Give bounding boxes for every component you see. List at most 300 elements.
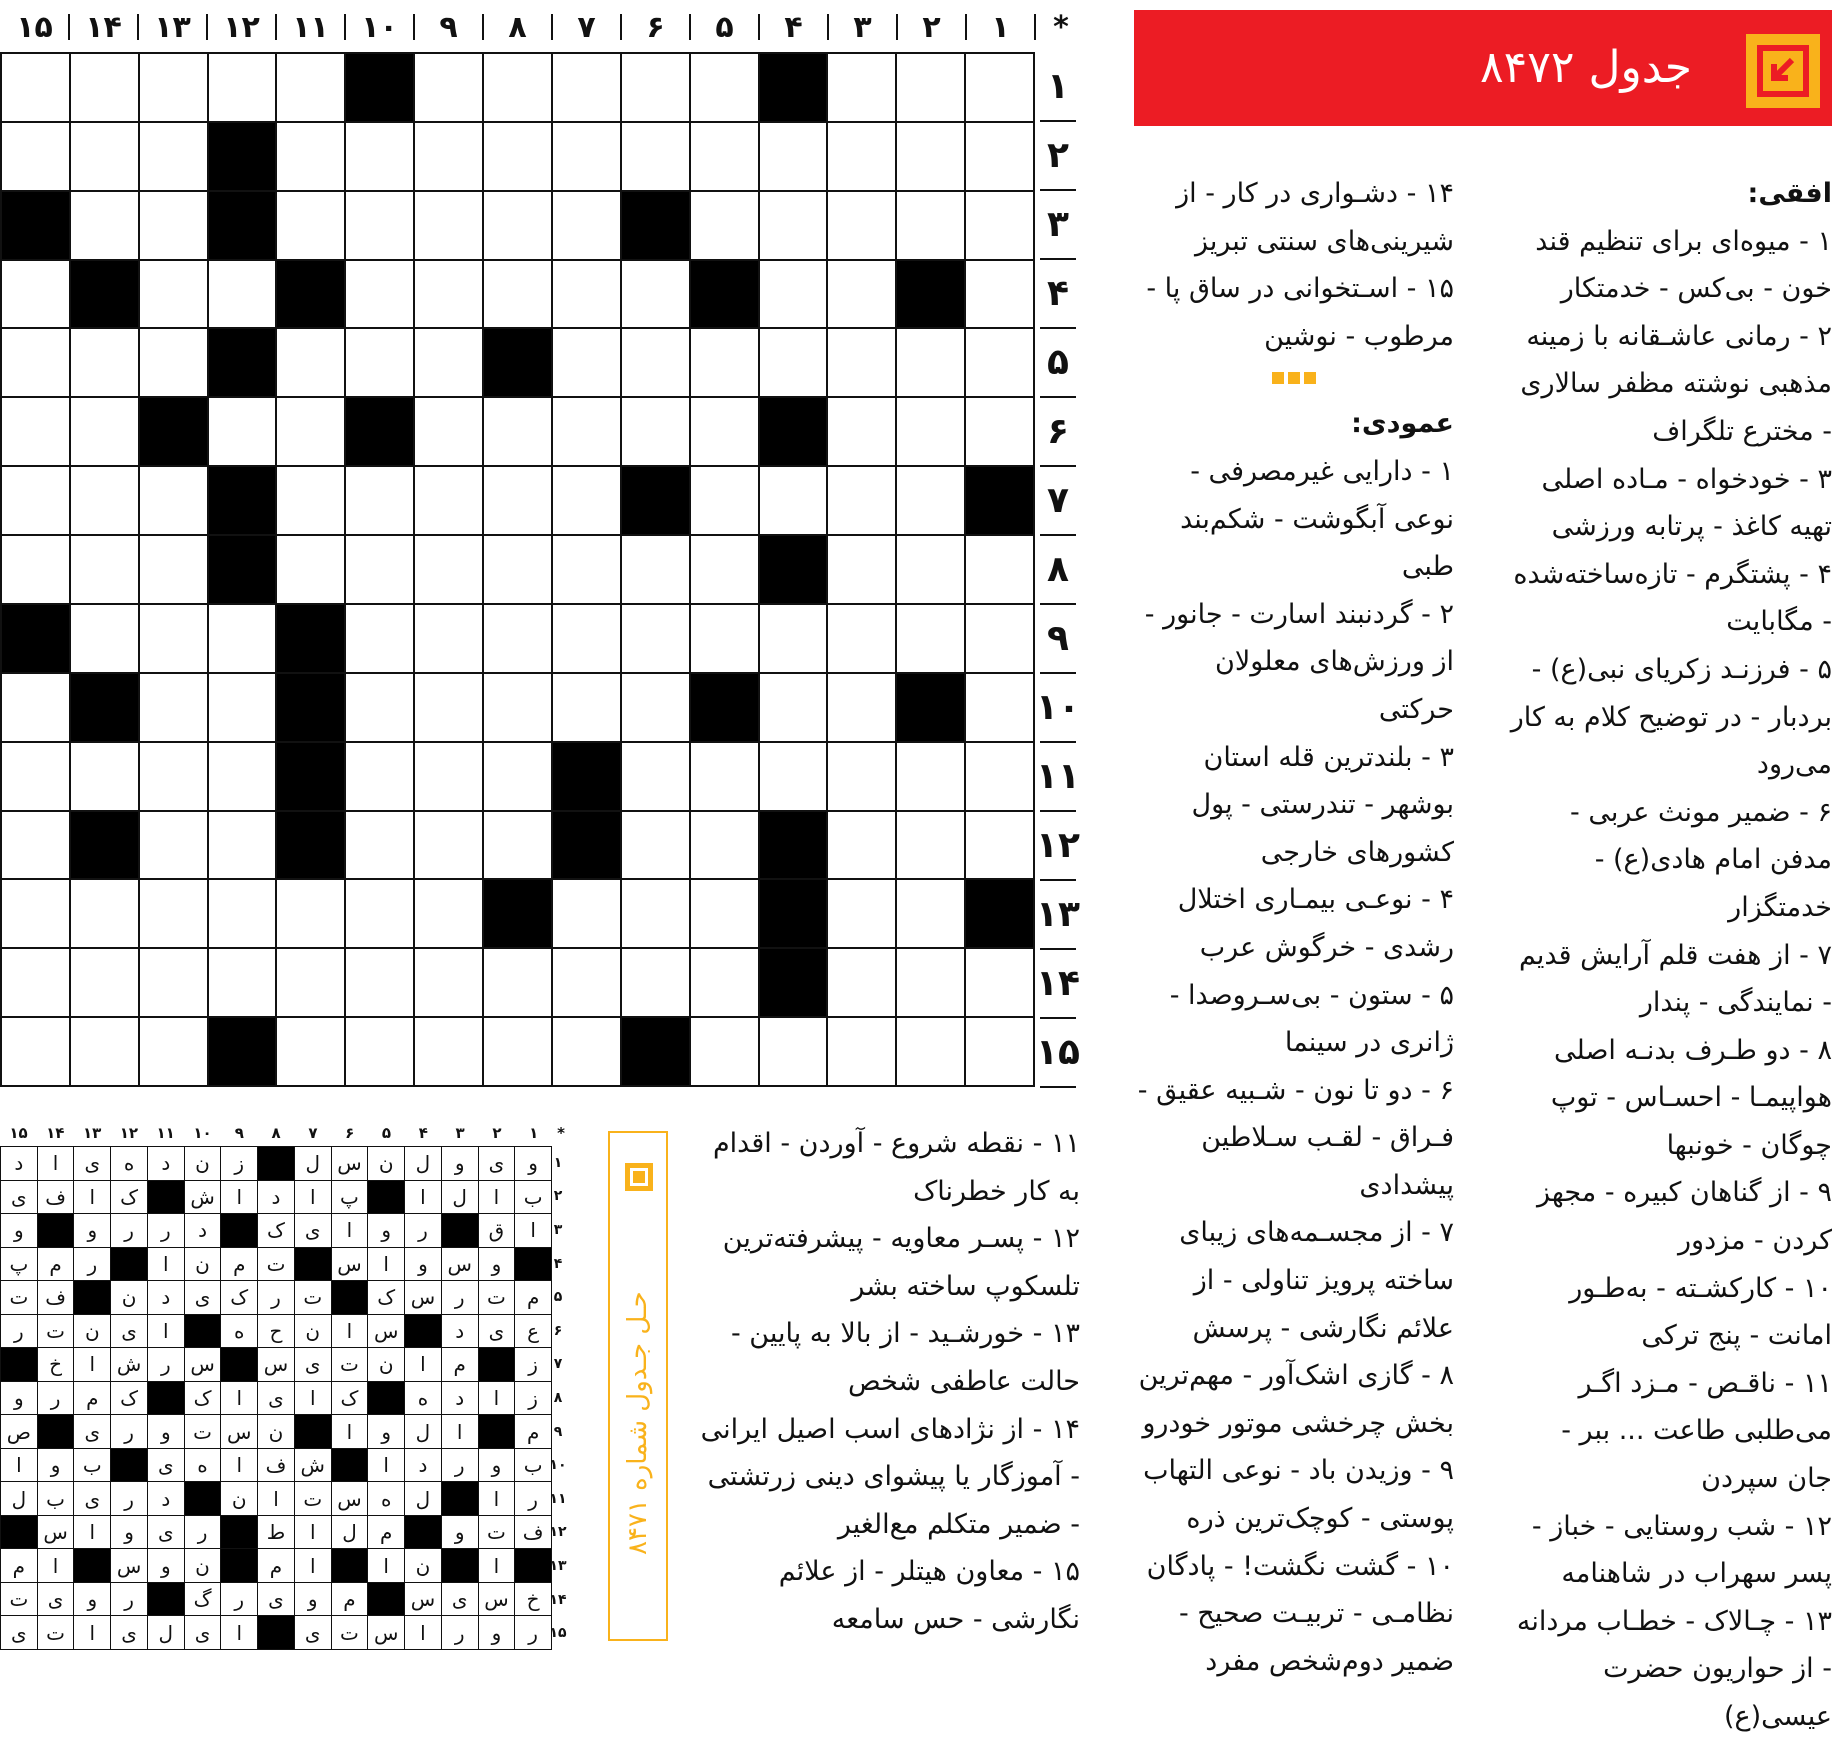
column-number: ۶ — [646, 9, 665, 45]
across-clue: ۱ - میوه‌ای برای تنظیم قند خون - بی‌کس - خدمتکار — [1535, 225, 1832, 305]
row-number: ۲ — [1047, 135, 1069, 176]
grid-cell[interactable] — [415, 949, 484, 1018]
solution-cell: ب — [515, 1449, 552, 1483]
solution-cell: ل — [148, 1616, 185, 1650]
grid-cell[interactable] — [71, 54, 140, 123]
grid-cell[interactable] — [71, 329, 140, 398]
grid-cell[interactable] — [897, 536, 966, 605]
black-square — [148, 1583, 185, 1617]
solution-cell: و — [111, 1516, 148, 1550]
solution-cell: ک — [111, 1382, 148, 1416]
black-square — [71, 261, 140, 330]
grid-cell[interactable] — [415, 880, 484, 949]
grid-cell[interactable] — [140, 467, 209, 536]
grid-cell[interactable] — [71, 1018, 140, 1087]
grid-cell[interactable] — [209, 605, 278, 674]
grid-cell[interactable] — [622, 743, 691, 812]
grid-cell[interactable] — [484, 1018, 553, 1087]
grid-cell[interactable] — [897, 812, 966, 881]
black-square — [295, 1248, 332, 1282]
grid-cell[interactable] — [760, 192, 829, 261]
grid-cell[interactable] — [760, 123, 829, 192]
column-number: ۸ — [508, 9, 527, 45]
solution-cell: م — [332, 1583, 369, 1617]
grid-cell[interactable] — [415, 605, 484, 674]
solution-cell: و — [1, 1214, 38, 1248]
across-clue: ۱۰ - کارکشـته - به‌طـور امانت - پنج ترکی — [1569, 1272, 1832, 1352]
grid-cell[interactable] — [828, 674, 897, 743]
grid-cell[interactable] — [691, 192, 760, 261]
solution-cell: س — [185, 1348, 222, 1382]
grid-cell[interactable] — [622, 949, 691, 1018]
solution-corner-mark: * — [557, 1124, 565, 1142]
kayhan-logo-icon — [625, 1163, 653, 1191]
grid-cell[interactable] — [484, 192, 553, 261]
grid-cell[interactable] — [553, 261, 622, 330]
grid-cell[interactable] — [897, 54, 966, 123]
solution-cell: ن — [405, 1549, 442, 1583]
grid-cell[interactable] — [622, 880, 691, 949]
grid-cell[interactable] — [553, 1018, 622, 1087]
grid-cell[interactable] — [71, 880, 140, 949]
solution-cell: ر — [442, 1616, 479, 1650]
solution-column-number: ۲ — [492, 1124, 502, 1142]
solution-cell: م — [74, 1382, 111, 1416]
solution-cell: س — [405, 1281, 442, 1315]
solution-cell: د — [405, 1449, 442, 1483]
grid-cell[interactable] — [209, 743, 278, 812]
solution-cell: ی — [148, 1449, 185, 1483]
grid-cell[interactable] — [277, 536, 346, 605]
grid-cell[interactable] — [966, 536, 1035, 605]
grid-cell[interactable] — [622, 605, 691, 674]
solution-cell: ت — [479, 1516, 516, 1550]
grid-cell[interactable] — [553, 674, 622, 743]
grid-cell[interactable] — [415, 192, 484, 261]
grid-cell[interactable] — [897, 949, 966, 1018]
grid-cell[interactable] — [897, 123, 966, 192]
black-square — [760, 536, 829, 605]
grid-cell[interactable] — [2, 949, 71, 1018]
grid-cell[interactable] — [553, 54, 622, 123]
grid-cell[interactable] — [277, 123, 346, 192]
grid-cell[interactable] — [346, 192, 415, 261]
grid-cell[interactable] — [140, 536, 209, 605]
solution-cell: ر — [74, 1248, 111, 1282]
grid-cell[interactable] — [209, 880, 278, 949]
grid-cell[interactable] — [897, 743, 966, 812]
grid-cell[interactable] — [415, 398, 484, 467]
grid-cell[interactable] — [966, 329, 1035, 398]
grid-cell[interactable] — [622, 261, 691, 330]
grid-cell[interactable] — [277, 949, 346, 1018]
grid-cell[interactable] — [828, 812, 897, 881]
grid-cell[interactable] — [140, 329, 209, 398]
grid-cell[interactable] — [828, 949, 897, 1018]
grid-cell[interactable] — [828, 398, 897, 467]
grid-cell[interactable] — [691, 123, 760, 192]
grid-cell[interactable] — [415, 674, 484, 743]
solution-cell: و — [515, 1147, 552, 1181]
grid-cell[interactable] — [622, 398, 691, 467]
grid-cell[interactable] — [553, 949, 622, 1018]
grid-cell[interactable] — [209, 949, 278, 1018]
black-square — [760, 880, 829, 949]
solution-cell: م — [221, 1248, 258, 1282]
grid-cell[interactable] — [966, 261, 1035, 330]
grid-cell[interactable] — [140, 54, 209, 123]
grid-cell[interactable] — [622, 536, 691, 605]
grid-cell[interactable] — [828, 261, 897, 330]
solution-cell: ع — [515, 1315, 552, 1349]
grid-cell[interactable] — [140, 674, 209, 743]
solution-cell: ه — [111, 1147, 148, 1181]
grid-cell[interactable] — [346, 949, 415, 1018]
grid-cell[interactable] — [691, 54, 760, 123]
grid-cell[interactable] — [140, 949, 209, 1018]
grid-cell[interactable] — [553, 329, 622, 398]
grid-cell[interactable] — [484, 54, 553, 123]
solution-cell: ر — [442, 1449, 479, 1483]
grid-cell[interactable] — [2, 54, 71, 123]
solution-cell: ن — [185, 1248, 222, 1282]
solution-title-band — [608, 1131, 668, 1641]
solution-cell: و — [442, 1516, 479, 1550]
grid-cell[interactable] — [966, 743, 1035, 812]
grid-cell[interactable] — [553, 192, 622, 261]
grid-cell[interactable] — [622, 123, 691, 192]
grid-cell[interactable] — [415, 467, 484, 536]
grid-cell[interactable] — [828, 536, 897, 605]
solution-cell: ا — [332, 1214, 369, 1248]
grid-cell[interactable] — [553, 536, 622, 605]
grid-cell[interactable] — [828, 192, 897, 261]
grid-cell[interactable] — [2, 329, 71, 398]
column-number: ۱ — [991, 9, 1010, 45]
grid-cell[interactable] — [346, 605, 415, 674]
solution-cell: ک — [111, 1181, 148, 1215]
grid-cell[interactable] — [622, 674, 691, 743]
grid-cell[interactable] — [691, 812, 760, 881]
grid-cell[interactable] — [2, 467, 71, 536]
solution-cell: ص — [1, 1415, 38, 1449]
grid-cell[interactable] — [828, 54, 897, 123]
solution-cell: ر — [38, 1382, 75, 1416]
grid-cell[interactable] — [346, 812, 415, 881]
black-square — [140, 398, 209, 467]
grid-cell[interactable] — [484, 605, 553, 674]
solution-cell: ا — [38, 1147, 75, 1181]
grid-cell[interactable] — [209, 812, 278, 881]
grid-cell[interactable] — [415, 743, 484, 812]
solution-cell: ا — [442, 1415, 479, 1449]
black-square — [442, 1214, 479, 1248]
grid-cell[interactable] — [140, 812, 209, 881]
grid-cell[interactable] — [346, 743, 415, 812]
grid-cell[interactable] — [828, 123, 897, 192]
black-square — [209, 123, 278, 192]
grid-cell[interactable] — [415, 54, 484, 123]
grid-cell[interactable] — [71, 949, 140, 1018]
grid-cell[interactable] — [828, 605, 897, 674]
grid-cell[interactable] — [346, 329, 415, 398]
grid-cell[interactable] — [415, 329, 484, 398]
grid-cell[interactable] — [346, 674, 415, 743]
column-number: ۱۴ — [85, 9, 122, 45]
grid-cell[interactable] — [484, 743, 553, 812]
solution-cell: ی — [258, 1583, 295, 1617]
grid-cell[interactable] — [691, 329, 760, 398]
grid-cell[interactable] — [2, 261, 71, 330]
grid-cell[interactable] — [277, 880, 346, 949]
grid-cell[interactable] — [966, 674, 1035, 743]
grid-cell[interactable] — [71, 467, 140, 536]
grid-cell[interactable] — [71, 123, 140, 192]
solution-cell: ا — [295, 1181, 332, 1215]
grid-cell[interactable] — [209, 261, 278, 330]
solution-cell: ش — [111, 1348, 148, 1382]
grid-cell[interactable] — [691, 949, 760, 1018]
grid-cell[interactable] — [140, 192, 209, 261]
grid-cell[interactable] — [897, 467, 966, 536]
grid-cell[interactable] — [277, 329, 346, 398]
down-clue: ۱۰ - گشت نگشت! - پادگان نظامـی - تربیـت صحیح - ضمیر دوم‌شخص مفرد — [1146, 1550, 1454, 1677]
black-square — [332, 1281, 369, 1315]
solution-row-number: ۱۲ — [549, 1524, 567, 1541]
down-clue: ۵ - ستون - بی‌سـروصدا - ژانری در سینما — [1169, 979, 1454, 1059]
column-number: ۴ — [784, 9, 803, 45]
grid-cell[interactable] — [277, 398, 346, 467]
solution-cell: ا — [295, 1516, 332, 1550]
grid-cell[interactable] — [346, 536, 415, 605]
down-clue: ۳ - بلندترین قله استان بوشهر - تندرستی - پول کشورهای خارجی — [1191, 741, 1454, 868]
solution-cell: ب — [38, 1482, 75, 1516]
grid-cell[interactable] — [691, 605, 760, 674]
grid-cell[interactable] — [484, 123, 553, 192]
row-number: ۸ — [1047, 549, 1069, 590]
black-square — [71, 812, 140, 881]
row-number: ۶ — [1047, 411, 1069, 452]
grid-cell[interactable] — [484, 467, 553, 536]
grid-cell[interactable] — [966, 1018, 1035, 1087]
grid-cell[interactable] — [415, 261, 484, 330]
grid-cell[interactable] — [277, 54, 346, 123]
grid-cell[interactable] — [71, 398, 140, 467]
solution-cell: ن — [185, 1147, 222, 1181]
grid-cell[interactable] — [346, 1018, 415, 1087]
down-clue: ۶ - دو تا نون - شـبیه عقیق - فـراق - لقـب سـلاطین پیشدادی — [1137, 1074, 1454, 1201]
grid-cell[interactable] — [553, 398, 622, 467]
grid-cell[interactable] — [346, 123, 415, 192]
solution-cell: و — [295, 1583, 332, 1617]
grid-cell[interactable] — [2, 398, 71, 467]
solution-cell: ب — [74, 1449, 111, 1483]
grid-cell[interactable] — [966, 123, 1035, 192]
grid-cell[interactable] — [622, 812, 691, 881]
across-heading: افقی: — [1747, 178, 1832, 209]
grid-cell[interactable] — [760, 467, 829, 536]
grid-cell[interactable] — [140, 1018, 209, 1087]
grid-cell[interactable] — [828, 329, 897, 398]
grid-cell[interactable] — [140, 880, 209, 949]
grid-cell[interactable] — [277, 1018, 346, 1087]
grid-cell[interactable] — [828, 1018, 897, 1087]
grid-cell[interactable] — [553, 605, 622, 674]
grid-cell[interactable] — [760, 674, 829, 743]
grid-cell[interactable] — [140, 743, 209, 812]
grid-cell[interactable] — [897, 880, 966, 949]
grid-cell[interactable] — [71, 536, 140, 605]
black-square — [111, 1248, 148, 1282]
grid-cell[interactable] — [484, 812, 553, 881]
column-number: ۷ — [577, 9, 596, 45]
solution-cell: ش — [295, 1449, 332, 1483]
solution-cell: د — [258, 1181, 295, 1215]
black-square — [221, 1516, 258, 1550]
down-clue: ۸ - گازی اشک‌آور - مهم‌ترین بخش چرخشی موتور خودرو — [1138, 1360, 1454, 1439]
row-number: ۱۲ — [1036, 825, 1080, 866]
grid-cell[interactable] — [828, 880, 897, 949]
solution-cell: ف — [515, 1516, 552, 1550]
grid-cell[interactable] — [966, 812, 1035, 881]
solution-cell: ا — [74, 1181, 111, 1215]
solution-column-number: ۹ — [234, 1124, 244, 1142]
solution-cell: ن — [295, 1315, 332, 1349]
grid-cell[interactable] — [277, 467, 346, 536]
grid-cell[interactable] — [966, 398, 1035, 467]
grid-cell[interactable] — [828, 467, 897, 536]
grid-cell[interactable] — [140, 261, 209, 330]
grid-cell[interactable] — [2, 536, 71, 605]
grid-cell[interactable] — [346, 467, 415, 536]
grid-cell[interactable] — [897, 605, 966, 674]
solution-column-numbers — [0, 1120, 565, 1146]
grid-cell[interactable] — [553, 123, 622, 192]
solution-cell: ر — [111, 1482, 148, 1516]
black-square — [38, 1214, 75, 1248]
solution-column-number: ۶ — [345, 1124, 355, 1142]
black-square — [346, 398, 415, 467]
row-number: ۹ — [1047, 618, 1069, 659]
row-number: ۱۱ — [1036, 756, 1080, 797]
grid-cell[interactable] — [966, 605, 1035, 674]
solution-cell: خ — [38, 1348, 75, 1382]
grid-cell[interactable] — [760, 743, 829, 812]
grid-cell[interactable] — [484, 949, 553, 1018]
grid-cell[interactable] — [484, 261, 553, 330]
grid-cell[interactable] — [897, 192, 966, 261]
grid-cell[interactable] — [691, 398, 760, 467]
grid-cell[interactable] — [2, 743, 71, 812]
grid-cell[interactable] — [484, 674, 553, 743]
grid-cell[interactable] — [2, 812, 71, 881]
row-number: ۱ — [1047, 66, 1069, 107]
grid-cell[interactable] — [71, 605, 140, 674]
grid-cell[interactable] — [691, 536, 760, 605]
solution-cell: ا — [405, 1181, 442, 1215]
solution-cell: ف — [258, 1449, 295, 1483]
column-number: ۵ — [715, 9, 734, 45]
grid-cell[interactable] — [622, 329, 691, 398]
grid-cell[interactable] — [415, 1018, 484, 1087]
solution-column-number: ۱۳ — [82, 1124, 102, 1142]
across-clue: ۴ - پشتگرم - تازه‌ساخته‌شده - مگابایت — [1513, 558, 1832, 638]
solution-cell: ط — [258, 1516, 295, 1550]
grid-cell[interactable] — [691, 1018, 760, 1087]
black-square — [332, 1549, 369, 1583]
grid-cell[interactable] — [897, 398, 966, 467]
row-number: ۱۴ — [1036, 963, 1080, 1004]
grid-cell[interactable] — [760, 605, 829, 674]
across-clue: ۳ - خودخواه - مـاده اصلی تهیه کاغذ - پرتابه ورزشی — [1541, 463, 1832, 543]
grid-cell[interactable] — [346, 261, 415, 330]
grid-cell[interactable] — [484, 536, 553, 605]
across-clue: ۵ - فرزنـد زکریای نبی(ع) - بردبار - در توضیح کلام به کار می‌رود — [1510, 653, 1832, 781]
grid-cell[interactable] — [966, 192, 1035, 261]
grid-cell[interactable] — [415, 536, 484, 605]
solution-cell: ی — [74, 1415, 111, 1449]
down-clue: ۱۱ - نقطه شروع - آوردن - اقدام به کار خطرناک — [712, 1128, 1080, 1207]
solution-cell: ا — [368, 1549, 405, 1583]
grid-cell[interactable] — [140, 123, 209, 192]
grid-cell[interactable] — [2, 880, 71, 949]
grid-cell[interactable] — [966, 949, 1035, 1018]
grid-cell[interactable] — [691, 467, 760, 536]
grid-cell[interactable] — [897, 1018, 966, 1087]
grid-cell[interactable] — [2, 123, 71, 192]
grid-cell[interactable] — [691, 880, 760, 949]
black-square — [515, 1549, 552, 1583]
grid-cell[interactable] — [760, 261, 829, 330]
solution-cell: د — [185, 1214, 222, 1248]
grid-cell[interactable] — [897, 329, 966, 398]
grid-cell[interactable] — [691, 743, 760, 812]
grid-cell[interactable] — [71, 743, 140, 812]
black-square — [38, 1415, 75, 1449]
grid-cell[interactable] — [484, 398, 553, 467]
black-square — [760, 949, 829, 1018]
grid-cell[interactable] — [828, 743, 897, 812]
grid-cell[interactable] — [622, 54, 691, 123]
grid-cell[interactable] — [209, 398, 278, 467]
black-square — [221, 1214, 258, 1248]
grid-cell[interactable] — [140, 605, 209, 674]
solution-cell: ک — [368, 1281, 405, 1315]
grid-cell[interactable] — [760, 1018, 829, 1087]
solution-row-number: ۶ — [553, 1322, 563, 1339]
across-clue: ۱۱ - ناقـص - مـزد اگـر می‌طلبی طاعت ... ببر - جان سپردن — [1561, 1367, 1832, 1495]
grid-cell[interactable] — [2, 1018, 71, 1087]
column-separator — [68, 14, 70, 40]
grid-cell[interactable] — [415, 812, 484, 881]
grid-cell[interactable] — [966, 54, 1035, 123]
grid-cell[interactable] — [71, 192, 140, 261]
grid-cell[interactable] — [277, 192, 346, 261]
solution-cell: ن — [185, 1549, 222, 1583]
grid-cell[interactable] — [553, 880, 622, 949]
grid-cell[interactable] — [415, 123, 484, 192]
grid-cell[interactable] — [209, 54, 278, 123]
across-clue: ۶ - ضمیر مونث عربی - مدفن امام هادی(ع) - خدمتگزار — [1570, 796, 1832, 923]
grid-cell[interactable] — [209, 674, 278, 743]
solution-cell: ی — [479, 1315, 516, 1349]
solution-cell: ن — [368, 1147, 405, 1181]
grid-cell[interactable] — [2, 674, 71, 743]
grid-cell[interactable] — [346, 880, 415, 949]
solution-cell: ت — [38, 1616, 75, 1650]
grid-cell[interactable] — [553, 467, 622, 536]
grid-cell[interactable] — [760, 329, 829, 398]
